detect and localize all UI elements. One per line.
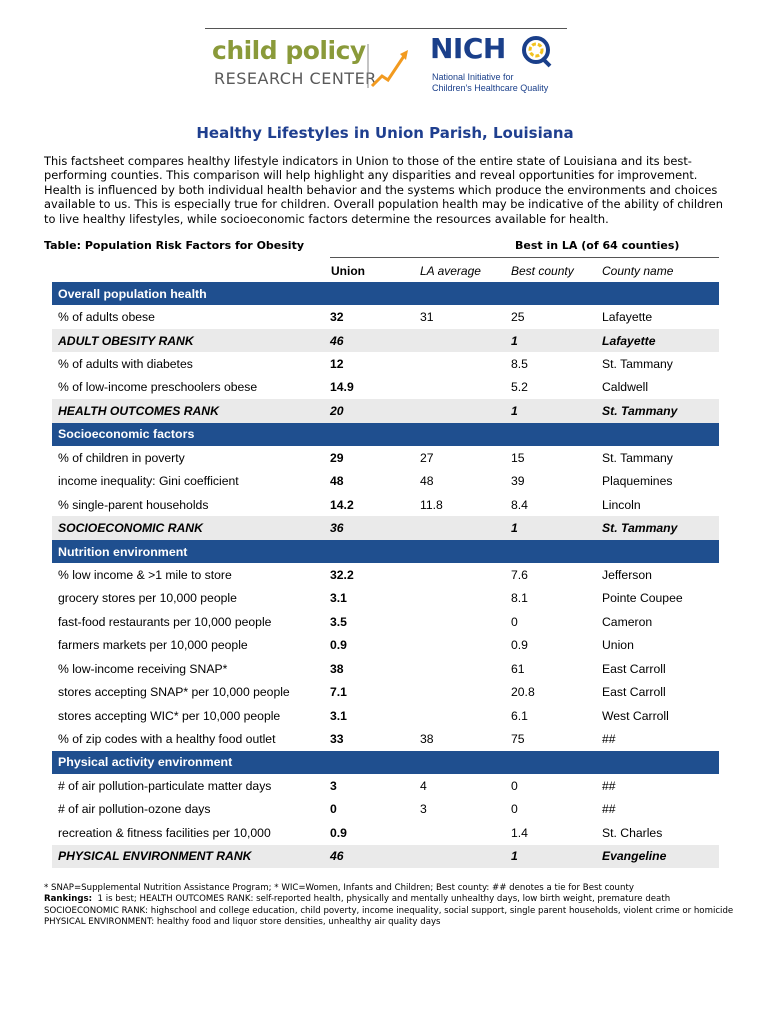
best-county-value: 39: [511, 474, 525, 489]
row-label: fast-food restaurants per 10,000 people: [58, 614, 272, 629]
cprc-logo-line2: RESEARCH CENTER: [214, 69, 377, 88]
table-row: [52, 305, 719, 328]
table-row: [52, 704, 719, 727]
union-value: 48: [330, 474, 344, 489]
row-label: % of adults obese: [58, 310, 155, 325]
union-value: 14.2: [330, 497, 354, 512]
county-name: Plaquemines: [602, 474, 673, 489]
footnote-rankings-text: 1 is best; HEALTH OUTCOMES RANK: self-reported health, physically and mentally unhealthy days, low birth weight, premature death: [97, 894, 671, 905]
best-county-value: 6.1: [511, 708, 528, 723]
best-county-value: 0: [511, 778, 518, 793]
row-label: stores accepting SNAP* per 10,000 people: [58, 685, 290, 700]
footnote-socioeconomic: SOCIOECONOMIC RANK: highschool and college education, child poverty, income inequality, social support, single parent households, violent crime or homicide: [44, 905, 734, 916]
la-average-value: 3: [420, 802, 427, 817]
union-value: 0: [330, 802, 337, 817]
la-average-value: 4: [420, 778, 427, 793]
best-county-value: 25: [511, 310, 525, 325]
page-title: Healthy Lifestyles in Union Parish, Louisiana: [196, 124, 574, 142]
county-name: St. Tammany: [602, 357, 673, 372]
union-value: 36: [330, 521, 344, 536]
best-county-value: 1: [511, 521, 518, 536]
row-label: PHYSICAL ENVIRONMENT RANK: [58, 849, 252, 864]
union-value: 33: [330, 732, 344, 747]
row-label: grocery stores per 10,000 people: [58, 591, 237, 606]
county-name: Union: [602, 638, 634, 653]
la-average-value: 31: [420, 310, 434, 325]
union-value: 29: [330, 450, 344, 465]
union-value: 46: [330, 849, 344, 864]
row-label: # of air pollution-ozone days: [58, 802, 211, 817]
footnote-physical-environment: PHYSICAL ENVIRONMENT: healthy food and liquor store densities, unhealthy air quality days: [44, 916, 441, 927]
county-name: West Carroll: [602, 708, 669, 723]
county-name: ##: [602, 732, 616, 747]
column-header-county-name: County name: [602, 264, 674, 278]
table-header-rule: [330, 257, 719, 258]
nichq-subtitle: [432, 72, 548, 94]
row-label: % low-income receiving SNAP*: [58, 661, 228, 676]
table-row: [52, 657, 719, 680]
county-name: Lafayette: [602, 333, 656, 348]
county-name: Lafayette: [602, 310, 653, 325]
table-row: [52, 352, 719, 375]
rank-row: [52, 399, 719, 422]
column-header-union: Union: [331, 264, 365, 278]
best-county-value: 1: [511, 333, 518, 348]
rank-row: [52, 845, 719, 868]
union-value: 0.9: [330, 638, 347, 653]
table-row: [52, 563, 719, 586]
row-label: % single-parent households: [58, 497, 209, 512]
row-label: stores accepting WIC* per 10,000 people: [58, 708, 281, 723]
union-value: 46: [330, 333, 344, 348]
table-row: [52, 798, 719, 821]
table-row: [52, 493, 719, 516]
section-header-row: [52, 540, 719, 563]
table-row: [52, 680, 719, 703]
union-value: 20: [330, 403, 344, 418]
footnote-rankings: [44, 894, 734, 905]
union-value: 32: [330, 310, 344, 325]
intro-paragraph: This factsheet compares healthy lifestyle indicators in Union to those of the entire state of Louisiana and its best-performing counties. This comparison will help highlight any disparities and reveal opportunities for improvement. Health is influenced by both individual health behavior and the systems which produce the environments and choices available to us. This is especially true for children. Overall population health may be indicative of the ability of children to live healthy lifestyles, while socioeconomic factors determine the resources available for health.: [44, 154, 723, 226]
la-average-value: 38: [420, 732, 434, 747]
county-name: Pointe Coupee: [602, 591, 683, 606]
union-value: 3: [330, 778, 337, 793]
section-label: Socioeconomic factors: [58, 427, 195, 442]
county-name: Evangeline: [602, 849, 667, 864]
risk-factors-table: [52, 282, 719, 868]
rank-row: [52, 516, 719, 539]
footnote-rankings-label: Rankings:: [44, 894, 93, 905]
footnote-definitions: * SNAP=Supplemental Nutrition Assistance Program; * WIC=Women, Infants and Children; Best county: ## denotes a tie for Best county: [44, 883, 634, 893]
row-label: recreation & fitness facilities per 10,000: [58, 825, 271, 840]
section-label: Nutrition environment: [58, 544, 188, 559]
table-row: [52, 727, 719, 750]
trend-arrow-icon: [364, 42, 414, 92]
best-county-value: 1: [511, 849, 518, 864]
county-name: East Carroll: [602, 685, 666, 700]
rank-row: [52, 329, 719, 352]
la-average-value: 27: [420, 450, 434, 465]
county-name: Cameron: [602, 614, 653, 629]
union-value: 32.2: [330, 567, 354, 582]
table-caption: Table: Population Risk Factors for Obesity: [44, 239, 304, 252]
table-row: [52, 470, 719, 493]
county-name: St. Tammany: [602, 403, 678, 418]
county-name: St. Tammany: [602, 450, 673, 465]
header-rule: [205, 28, 567, 29]
table-row: [52, 587, 719, 610]
best-county-value: 0.9: [511, 638, 528, 653]
la-average-value: 48: [420, 474, 434, 489]
best-county-value: 75: [511, 732, 525, 747]
row-label: % low income & >1 mile to store: [58, 567, 232, 582]
table-row: [52, 634, 719, 657]
nichq-q-icon: [520, 34, 554, 68]
best-county-value: 8.1: [511, 591, 528, 606]
table-row: [52, 821, 719, 844]
section-label: Physical activity environment: [58, 755, 233, 770]
row-label: HEALTH OUTCOMES RANK: [58, 403, 219, 418]
union-value: 0.9: [330, 825, 347, 840]
union-value: 14.9: [330, 380, 354, 395]
best-in-la-header: Best in LA (of 64 counties): [515, 239, 680, 252]
section-header-row: [52, 423, 719, 446]
row-label: farmers markets per 10,000 people: [58, 638, 248, 653]
section-header-row: [52, 751, 719, 774]
county-name: ##: [602, 802, 616, 817]
best-county-value: 8.5: [511, 357, 528, 372]
row-label: % of children in poverty: [58, 450, 185, 465]
union-value: 3.1: [330, 708, 347, 723]
section-label: Overall population health: [58, 286, 207, 301]
table-row: [52, 774, 719, 797]
union-value: 3.5: [330, 614, 347, 629]
table-row: [52, 446, 719, 469]
table-row: [52, 376, 719, 399]
union-value: 12: [330, 357, 344, 372]
footnotes: [44, 883, 734, 928]
county-name: ##: [602, 778, 616, 793]
best-county-value: 1: [511, 403, 518, 418]
la-average-value: 11.8: [420, 497, 443, 512]
county-name: Jefferson: [602, 567, 652, 582]
county-name: East Carroll: [602, 661, 666, 676]
row-label: % of low-income preschoolers obese: [58, 380, 258, 395]
column-header-la-average: LA average: [420, 264, 481, 278]
row-label: % of zip codes with a healthy food outlet: [58, 732, 276, 747]
best-county-value: 0: [511, 614, 518, 629]
section-header-row: [52, 282, 719, 305]
child-policy-research-center-logo: [212, 36, 412, 96]
nichq-sub-line1: National Initiative for: [432, 72, 514, 82]
best-county-value: 20.8: [511, 685, 535, 700]
best-county-value: 15: [511, 450, 525, 465]
row-label: income inequality: Gini coefficient: [58, 474, 239, 489]
column-header-best-county: Best county: [511, 264, 574, 278]
row-label: % of adults with diabetes: [58, 357, 193, 372]
county-name: St. Tammany: [602, 521, 678, 536]
nichq-sub-line2: Children's Healthcare Quality: [432, 83, 549, 93]
best-county-value: 7.6: [511, 567, 528, 582]
union-value: 7.1: [330, 685, 347, 700]
row-label: # of air pollution-particulate matter days: [58, 778, 272, 793]
county-name: Caldwell: [602, 380, 649, 395]
nichq-logo-word: NICH: [430, 32, 506, 65]
row-label: SOCIOECONOMIC RANK: [58, 521, 203, 536]
best-county-value: 5.2: [511, 380, 528, 395]
best-county-value: 0: [511, 802, 518, 817]
union-value: 3.1: [330, 591, 347, 606]
county-name: St. Charles: [602, 825, 663, 840]
union-value: 38: [330, 661, 344, 676]
nichq-logo: [430, 34, 570, 96]
table-row: [52, 610, 719, 633]
county-name: Lincoln: [602, 497, 641, 512]
best-county-value: 61: [511, 661, 525, 676]
best-county-value: 8.4: [511, 497, 528, 512]
row-label: ADULT OBESITY RANK: [58, 333, 194, 348]
cprc-logo-line1: child policy: [212, 36, 366, 65]
best-county-value: 1.4: [511, 825, 528, 840]
